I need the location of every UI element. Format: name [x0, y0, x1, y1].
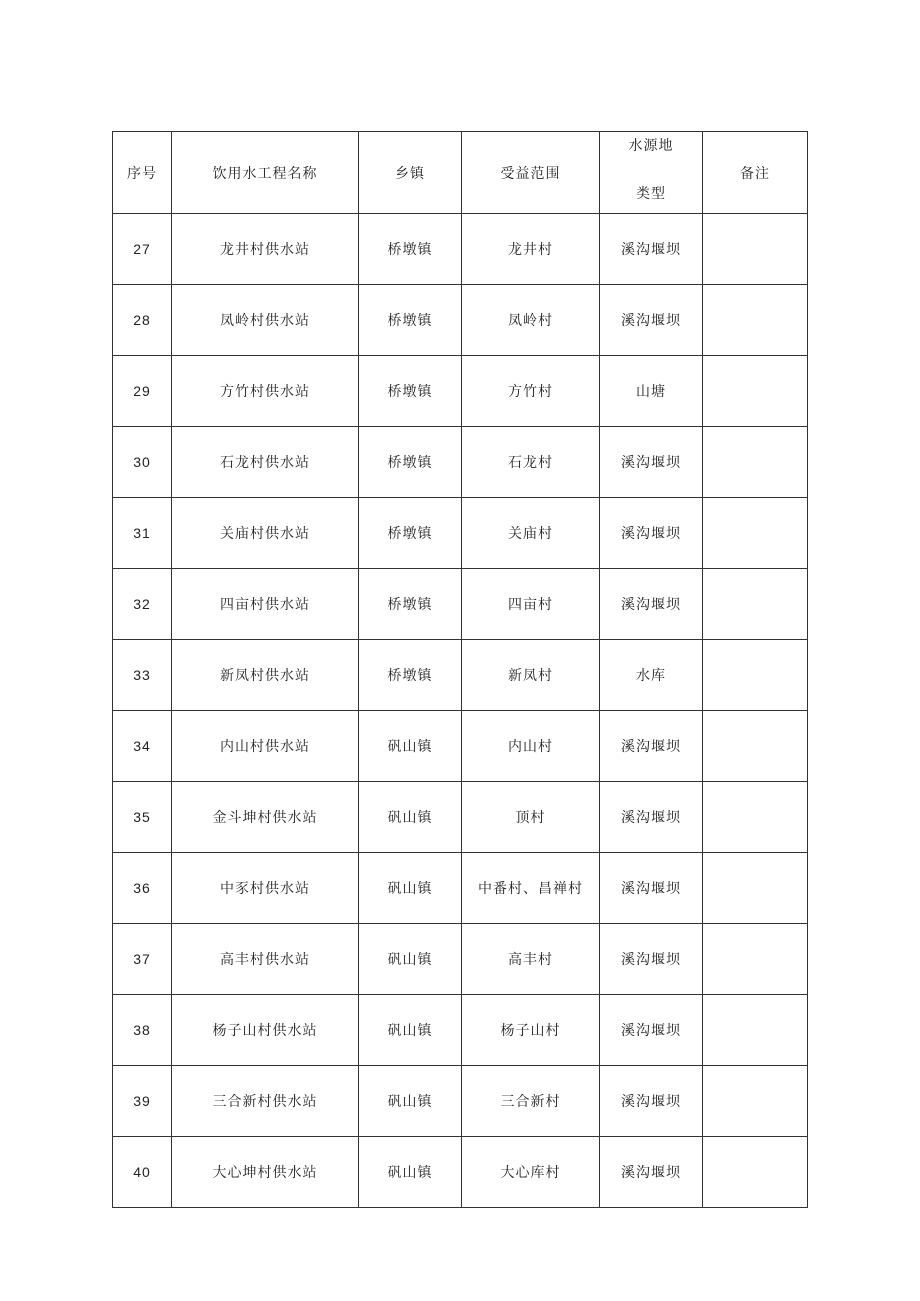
- row-benefit-area: 四亩村: [462, 569, 600, 640]
- table-header-row: [113, 132, 808, 214]
- row-index: 33: [113, 640, 172, 711]
- row-town: 矾山镇: [359, 711, 462, 782]
- row-benefit-area: 凤岭村: [462, 285, 600, 356]
- row-benefit-area: 三合新村: [462, 1066, 600, 1137]
- row-project-name: 三合新村供水站: [172, 1066, 359, 1137]
- row-remark: [703, 782, 808, 853]
- table-row: [113, 498, 808, 569]
- table-row: [113, 1066, 808, 1137]
- row-remark: [703, 711, 808, 782]
- table-row: [113, 1137, 808, 1208]
- header-remark: 备注: [703, 132, 808, 214]
- header-source-type-line2: 类型: [636, 185, 666, 202]
- header-project-name: 饮用水工程名称: [172, 132, 359, 214]
- row-town: 桥墩镇: [359, 427, 462, 498]
- row-project-name: 龙井村供水站: [172, 214, 359, 285]
- row-project-name: 关庙村供水站: [172, 498, 359, 569]
- row-index: 31: [113, 498, 172, 569]
- row-town: 桥墩镇: [359, 498, 462, 569]
- row-town: 桥墩镇: [359, 569, 462, 640]
- row-town: 桥墩镇: [359, 640, 462, 711]
- row-project-name: 杨子山村供水站: [172, 995, 359, 1066]
- row-remark: [703, 1137, 808, 1208]
- row-remark: [703, 214, 808, 285]
- row-source-type: 溪沟堰坝: [600, 214, 703, 285]
- row-town: 桥墩镇: [359, 285, 462, 356]
- row-benefit-area: 中番村、昌禅村: [462, 853, 600, 924]
- row-remark: [703, 427, 808, 498]
- row-source-type: 溪沟堰坝: [600, 995, 703, 1066]
- row-benefit-area: 方竹村: [462, 356, 600, 427]
- row-benefit-area: 内山村: [462, 711, 600, 782]
- row-source-type: 溪沟堰坝: [600, 1137, 703, 1208]
- row-project-name: 凤岭村供水站: [172, 285, 359, 356]
- header-source-type: [600, 132, 703, 214]
- row-project-name: 大心坤村供水站: [172, 1137, 359, 1208]
- row-benefit-area: 高丰村: [462, 924, 600, 995]
- row-town: 矾山镇: [359, 853, 462, 924]
- row-town: 矾山镇: [359, 1066, 462, 1137]
- row-town: 矾山镇: [359, 924, 462, 995]
- row-index: 32: [113, 569, 172, 640]
- row-remark: [703, 995, 808, 1066]
- row-index: 39: [113, 1066, 172, 1137]
- row-benefit-area: 顶村: [462, 782, 600, 853]
- table-row: [113, 285, 808, 356]
- row-remark: [703, 924, 808, 995]
- row-source-type: 水库: [600, 640, 703, 711]
- row-source-type: 溪沟堰坝: [600, 853, 703, 924]
- row-remark: [703, 285, 808, 356]
- row-source-type: 溪沟堰坝: [600, 285, 703, 356]
- row-benefit-area: 龙井村: [462, 214, 600, 285]
- table-row: [113, 995, 808, 1066]
- table-row: [113, 640, 808, 711]
- row-town: 矾山镇: [359, 782, 462, 853]
- row-benefit-area: 杨子山村: [462, 995, 600, 1066]
- header-source-type-line1: 水源地: [628, 137, 674, 154]
- row-source-type: 山塘: [600, 356, 703, 427]
- row-source-type: 溪沟堰坝: [600, 924, 703, 995]
- row-project-name: 高丰村供水站: [172, 924, 359, 995]
- row-remark: [703, 569, 808, 640]
- row-remark: [703, 853, 808, 924]
- row-index: 35: [113, 782, 172, 853]
- row-index: 27: [113, 214, 172, 285]
- header-benefit-area: 受益范围: [462, 132, 600, 214]
- row-town: 矾山镇: [359, 995, 462, 1066]
- row-index: 28: [113, 285, 172, 356]
- row-remark: [703, 1066, 808, 1137]
- row-remark: [703, 356, 808, 427]
- row-index: 36: [113, 853, 172, 924]
- table-row: [113, 853, 808, 924]
- row-project-name: 中豕村供水站: [172, 853, 359, 924]
- row-source-type: 溪沟堰坝: [600, 711, 703, 782]
- table-row: [113, 214, 808, 285]
- row-index: 38: [113, 995, 172, 1066]
- row-index: 29: [113, 356, 172, 427]
- row-source-type: 溪沟堰坝: [600, 498, 703, 569]
- header-town: 乡镇: [359, 132, 462, 214]
- row-source-type: 溪沟堰坝: [600, 569, 703, 640]
- row-remark: [703, 498, 808, 569]
- row-remark: [703, 640, 808, 711]
- row-town: 桥墩镇: [359, 356, 462, 427]
- row-project-name: 方竹村供水站: [172, 356, 359, 427]
- row-project-name: 石龙村供水站: [172, 427, 359, 498]
- row-town: 桥墩镇: [359, 214, 462, 285]
- table-row: [113, 782, 808, 853]
- row-project-name: 新凤村供水站: [172, 640, 359, 711]
- table-row: [113, 711, 808, 782]
- row-benefit-area: 新凤村: [462, 640, 600, 711]
- row-benefit-area: 大心库村: [462, 1137, 600, 1208]
- row-town: 矾山镇: [359, 1137, 462, 1208]
- table-row: [113, 924, 808, 995]
- row-index: 37: [113, 924, 172, 995]
- table-row: [113, 569, 808, 640]
- row-source-type: 溪沟堰坝: [600, 782, 703, 853]
- row-index: 40: [113, 1137, 172, 1208]
- row-project-name: 内山村供水站: [172, 711, 359, 782]
- water-project-table: [112, 131, 808, 1208]
- row-index: 34: [113, 711, 172, 782]
- table-row: [113, 356, 808, 427]
- row-benefit-area: 关庙村: [462, 498, 600, 569]
- row-project-name: 金斗坤村供水站: [172, 782, 359, 853]
- table-row: [113, 427, 808, 498]
- row-source-type: 溪沟堰坝: [600, 427, 703, 498]
- row-benefit-area: 石龙村: [462, 427, 600, 498]
- header-index: 序号: [113, 132, 172, 214]
- row-project-name: 四亩村供水站: [172, 569, 359, 640]
- row-index: 30: [113, 427, 172, 498]
- row-source-type: 溪沟堰坝: [600, 1066, 703, 1137]
